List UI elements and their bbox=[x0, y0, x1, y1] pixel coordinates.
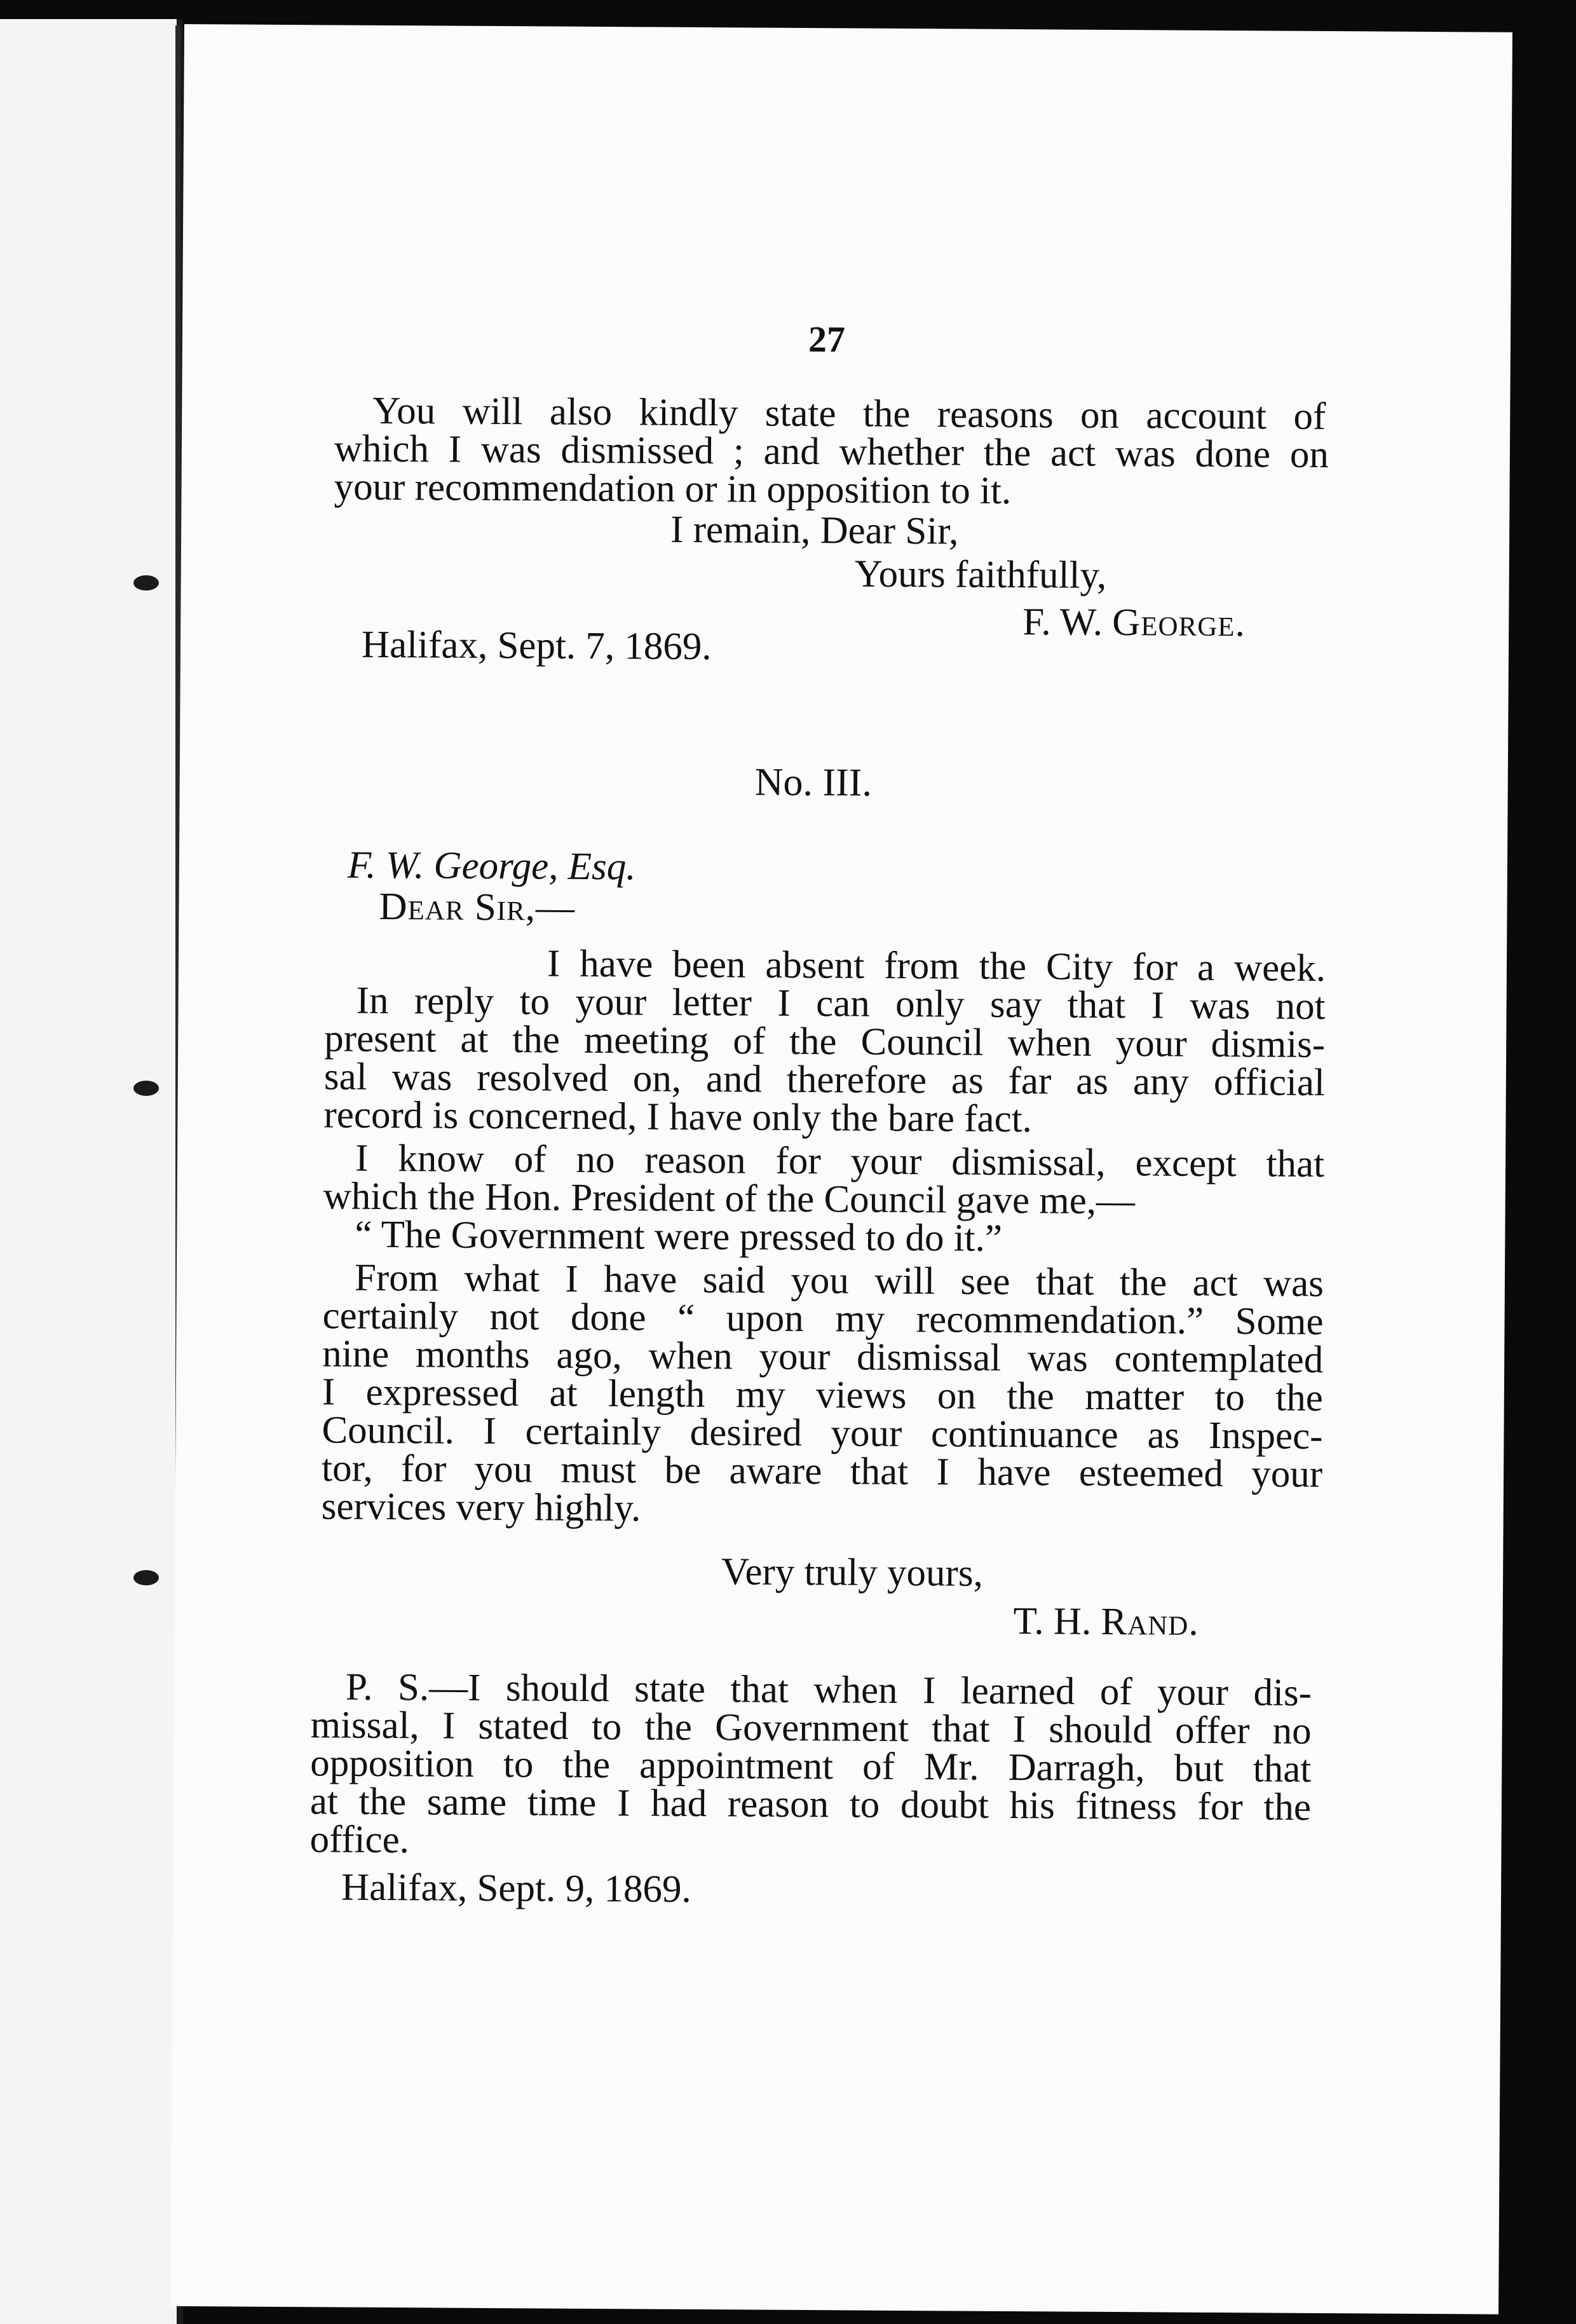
letter-2-line: “ The Government were pressed to do it.” bbox=[355, 1213, 1003, 1260]
page-number: 27 bbox=[808, 318, 846, 360]
letter-2-signature: T. H. Rand. bbox=[1013, 1600, 1199, 1644]
salutation: Dear Sir,— bbox=[379, 885, 576, 929]
adjacent-page-edge bbox=[0, 19, 183, 2324]
letter-1-line: which I was dismissed ; and whether the act was done on bbox=[334, 427, 1329, 477]
postscript-line: missal, I stated to the Government that I should offer no bbox=[310, 1704, 1312, 1753]
letter-2-place-date: Halifax, Sept. 9, 1869. bbox=[341, 1866, 691, 1911]
letter-1-closing: I remain, Dear Sir, bbox=[670, 508, 959, 553]
letter-2-line: I expressed at length my views on the matter to the bbox=[322, 1370, 1324, 1419]
letter-2-line: certainly not done “ upon my recommendation.” Some bbox=[322, 1294, 1324, 1343]
postscript-line: opposition to the appointment of Mr. Darragh, but that bbox=[310, 1742, 1312, 1791]
letter-2-line: I know of no reason for your dismissal, except that bbox=[355, 1137, 1325, 1186]
postscript-line: office. bbox=[309, 1818, 410, 1862]
section-heading: No. III. bbox=[754, 760, 873, 805]
letter-1-place-date: Halifax, Sept. 7, 1869. bbox=[361, 623, 712, 669]
binding-notch bbox=[133, 1081, 159, 1096]
letter-1-closing: Yours faithfully, bbox=[854, 552, 1107, 597]
letter-2-line: record is concerned, I have only the bare fact. bbox=[323, 1093, 1033, 1141]
addressee: F. W. George, Esq. bbox=[347, 844, 636, 889]
document-page bbox=[170, 24, 1512, 2314]
letter-2-line: which the Hon. President of the Council gave me,— bbox=[323, 1175, 1136, 1223]
letter-2-line: nine months ago, when your dismissal was contemplated bbox=[322, 1332, 1324, 1381]
letter-2-line: tor, for you must be aware that I have esteemed your bbox=[321, 1447, 1323, 1496]
letter-2-line: sal was resolved on, and therefore as far as any official bbox=[323, 1055, 1326, 1104]
scan-top-edge bbox=[0, 0, 1576, 25]
binding-notch bbox=[133, 1570, 159, 1585]
letter-2-line: I have been absent from the City for a week. bbox=[547, 942, 1326, 990]
letter-1-line: your recommendation or in opposition to it. bbox=[334, 465, 1012, 512]
letter-2-line: From what I have said you will see that the act was bbox=[354, 1256, 1324, 1305]
letter-1-line: You will also kindly state the reasons on account of bbox=[372, 389, 1326, 438]
binding-notch bbox=[133, 575, 159, 591]
letter-2-closing: Very truly yours, bbox=[721, 1550, 984, 1595]
letter-2-line: Council. I certainly desired your continuance as Inspec- bbox=[322, 1409, 1323, 1458]
letter-2-line: services very highly. bbox=[321, 1485, 641, 1530]
letter-2-line: In reply to your letter I can only say that I was not bbox=[356, 979, 1326, 1028]
letter-1-signature: F. W. George. bbox=[1022, 601, 1246, 645]
postscript-line: P. S.—I should state that when I learned of your dis- bbox=[345, 1665, 1312, 1714]
letter-2-line: present at the meeting of the Council when your dismis- bbox=[324, 1017, 1326, 1066]
postscript-line: at the same time I had reason to doubt his fitness for the bbox=[309, 1780, 1312, 1829]
